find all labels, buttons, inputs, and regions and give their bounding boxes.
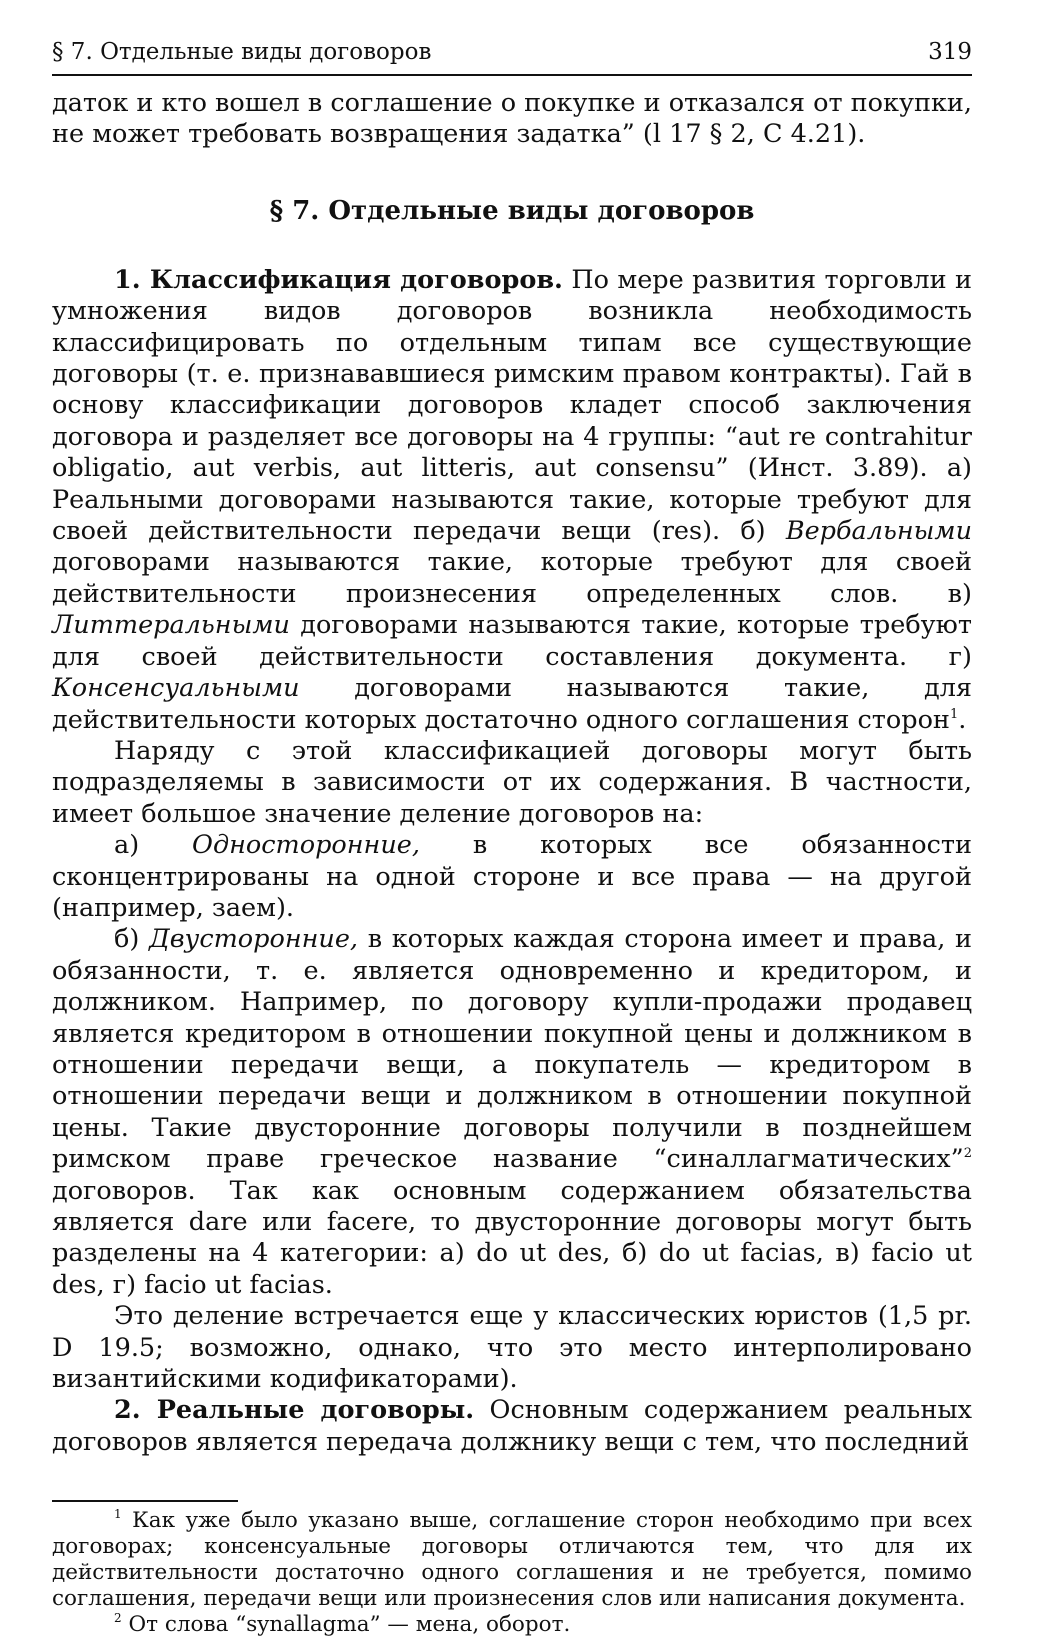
paragraph-classical-jurists: Это деление встречается еще у классических юристов (1,5 pr. D 19.5; возможно, однако, что это место интерполировано византийскими кодификаторами).: [52, 1301, 972, 1395]
running-header-title: § 7. Отдельные виды договоров: [52, 39, 432, 65]
run-in-heading-real-contracts: 2. Реальные договоры.: [114, 1395, 475, 1426]
main-text: [52, 88, 972, 1458]
paragraph-content-division: Наряду с этой классификацией договоры могут быть подразделяемы в зависимости от их содержания. В частности, имеет большое значение деление договоров на:: [52, 735, 972, 829]
text-span: в которых все обязанности сконцентрированы на одной стороне и все права — на другой (например, заем).: [52, 830, 972, 923]
list-marker: б): [114, 924, 149, 955]
text-span: в которых каждая сторона имеет и права, и обязанности, т. е. является одновременно и кредитором, и должником. Например, по договору купли-продажи продавец является кредитором в отношении покупной цены и должником в отношении передачи вещи, а покупатель — кредитором в отношении передачи вещи и должником в отношении покупной цены. Такие двусторонние договоры получили в позднейшем римском праве греческое название “синаллагматических”: [52, 924, 972, 1175]
footnotes: [52, 1508, 972, 1638]
italic-term-verbal: Вербальными: [785, 516, 972, 547]
page-number: 319: [928, 39, 972, 65]
run-in-heading-classification: 1. Классификация договоров.: [114, 264, 563, 295]
footnote-2: [52, 1612, 972, 1638]
text-span: По мере развития торговли и умножения видов договоров возникла необходимость классифицировать по отдельным типам все существующие договоры (т. е. признававшиеся римским правом контракты). Гай в основу классификации договоров кладет способ заключения договора и разделяет все договоры на 4 группы: “aut re contrahitur obligatio, aut verbis, aut litteris, aut consensu” (Инст. 3.89). а) Реальными договорами называются такие, которые требуют для своей действительности передачи вещи (res). б): [52, 264, 972, 547]
continuation-paragraph: даток и кто вошел в соглашение о покупке и отказался от покупки, не может требовать возвращения задатка” (l 17 § 2, C 4.21).: [52, 88, 972, 150]
text-span: договорами называются такие, которые требуют для своей действительности произнесения определенных слов. в): [52, 547, 972, 609]
paragraph-classification: [52, 265, 972, 736]
list-marker: а): [114, 830, 193, 861]
footnote-ref-2: 2: [963, 1146, 972, 1162]
footnote-text: Как уже было указано выше, соглашение сторон необходимо при всех договорах; консенсуальные договоры отличаются тем, что для их действительности достаточно одного соглашения и не требуется, помимо соглашения, передачи вещи или произнесения слов или написания документа.: [52, 1508, 972, 1612]
italic-term-unilateral: Односторонние,: [192, 830, 420, 861]
text-span: договорами называются такие, которые требуют для своей действительности составления документа. г): [52, 610, 972, 672]
footnote-number: 2: [114, 1611, 122, 1626]
footnote-ref-1: 1: [949, 706, 959, 722]
section-heading: § 7. Отдельные виды договоров: [269, 195, 755, 226]
text-span: договорами называются такие, для действительности которых достаточно одного соглашения сторон: [52, 673, 972, 735]
text-span: Основным содержанием реальных договоров является передача должнику вещи с тем, что последний: [52, 1395, 972, 1457]
paragraph-real-contracts: [52, 1395, 972, 1458]
footnote-divider: [52, 1500, 238, 1502]
footnote-number: 1: [114, 1507, 122, 1522]
text-span: .: [958, 704, 967, 735]
italic-term-consensual: Консенсуальными: [52, 673, 300, 704]
footnote-text: От слова “synallagma” — мена, оборот.: [121, 1612, 571, 1638]
text-span: договоров. Так как основным содержанием обязательства является dare или facere, то двусторонние договоры могут быть разделены на 4 категории: а) do ut des, б) do ut facias, в) facio ut des, г) facio ut facias.: [52, 1175, 972, 1300]
italic-term-bilateral: Двусторонние,: [148, 924, 359, 955]
footnote-1: [52, 1508, 972, 1612]
italic-term-literal: Литтеральными: [52, 610, 290, 641]
paragraph-bilateral: [52, 924, 972, 1301]
paragraph-unilateral: [52, 830, 972, 924]
running-header: [52, 38, 972, 76]
book-page: [52, 38, 972, 1638]
